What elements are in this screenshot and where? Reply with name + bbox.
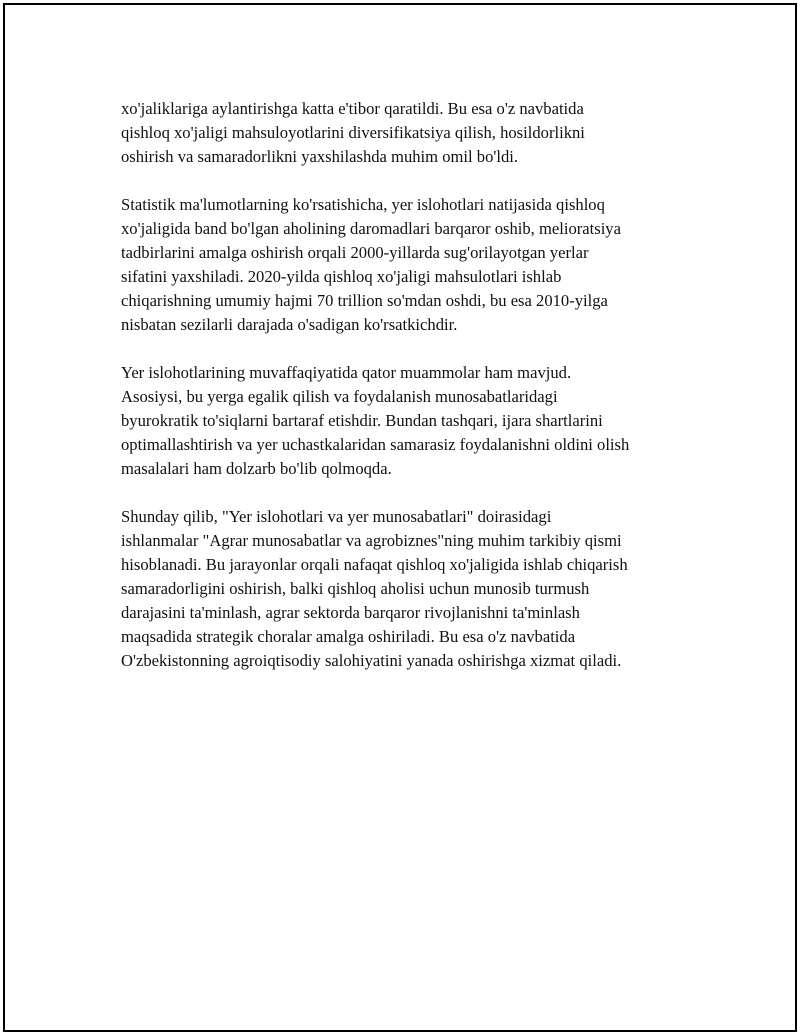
text-line: xo'jaliklariga aylantirishga katta e'tibor qaratildi. Bu esa o'z navbatida: [121, 99, 584, 118]
text-line: nisbatan sezilarli darajada o'sadigan ko'rsatkichdir.: [121, 315, 458, 334]
text-line: xo'jaligida band bo'lgan aholining daromadlari barqaror oshib, melioratsiya: [121, 219, 621, 238]
text-line: hisoblanadi. Bu jarayonlar orqali nafaqat qishloq xo'jaligida ishlab chiqarish: [121, 555, 628, 574]
text-line: darajasini ta'minlash, agrar sektorda barqaror rivojlanishni ta'minlash: [121, 603, 580, 622]
text-line: optimallashtirish va yer uchastkalaridan samarasiz foydalanishni oldini olish: [121, 435, 630, 454]
paragraph-3: [121, 361, 701, 481]
paragraph-4: [121, 505, 701, 673]
text-line: ishlanmalar "Agrar munosabatlar va agrobiznes"ning muhim tarkibiy qismi: [121, 531, 622, 550]
text-line: tadbirlarini amalga oshirish orqali 2000-yillarda sug'orilayotgan yerlar: [121, 243, 589, 262]
text-line: samaradorligini oshirish, balki qishloq aholisi uchun munosib turmush: [121, 579, 590, 598]
paragraph-2: [121, 193, 701, 337]
text-line: byurokratik to'siqlarni bartaraf etishdir. Bundan tashqari, ijara shartlarini: [121, 411, 603, 430]
text-line: Yer islohotlarining muvaffaqiyatida qator muammolar ham mavjud.: [121, 363, 572, 382]
text-line: Shunday qilib, "Yer islohotlari va yer munosabatlari" doirasidagi: [121, 507, 552, 526]
text-line: chiqarishning umumiy hajmi 70 trillion so'mdan oshdi, bu esa 2010-yilga: [121, 291, 608, 310]
page-frame: [3, 3, 797, 1032]
text-line: sifatini yaxshiladi. 2020-yilda qishloq xo'jaligi mahsulotlari ishlab: [121, 267, 562, 286]
text-line: masalalari ham dolzarb bo'lib qolmoqda.: [121, 459, 392, 478]
text-line: maqsadida strategik choralar amalga oshiriladi. Bu esa o'z navbatida: [121, 627, 576, 646]
text-line: Statistik ma'lumotlarning ko'rsatishicha, yer islohotlari natijasida qishloq: [121, 195, 605, 214]
paragraph-1: [121, 97, 701, 169]
text-line: qishloq xo'jaligi mahsuloyotlarini diversifikatsiya qilish, hosildorlikni: [121, 123, 585, 142]
text-line: Asosiysi, bu yerga egalik qilish va foydalanish munosabatlaridagi: [121, 387, 558, 406]
document-body: [121, 97, 701, 697]
text-line: O'zbekistonning agroiqtisodiy salohiyatini yanada oshirishga xizmat qiladi.: [121, 651, 622, 670]
text-line: oshirish va samaradorlikni yaxshilashda muhim omil bo'ldi.: [121, 147, 519, 166]
